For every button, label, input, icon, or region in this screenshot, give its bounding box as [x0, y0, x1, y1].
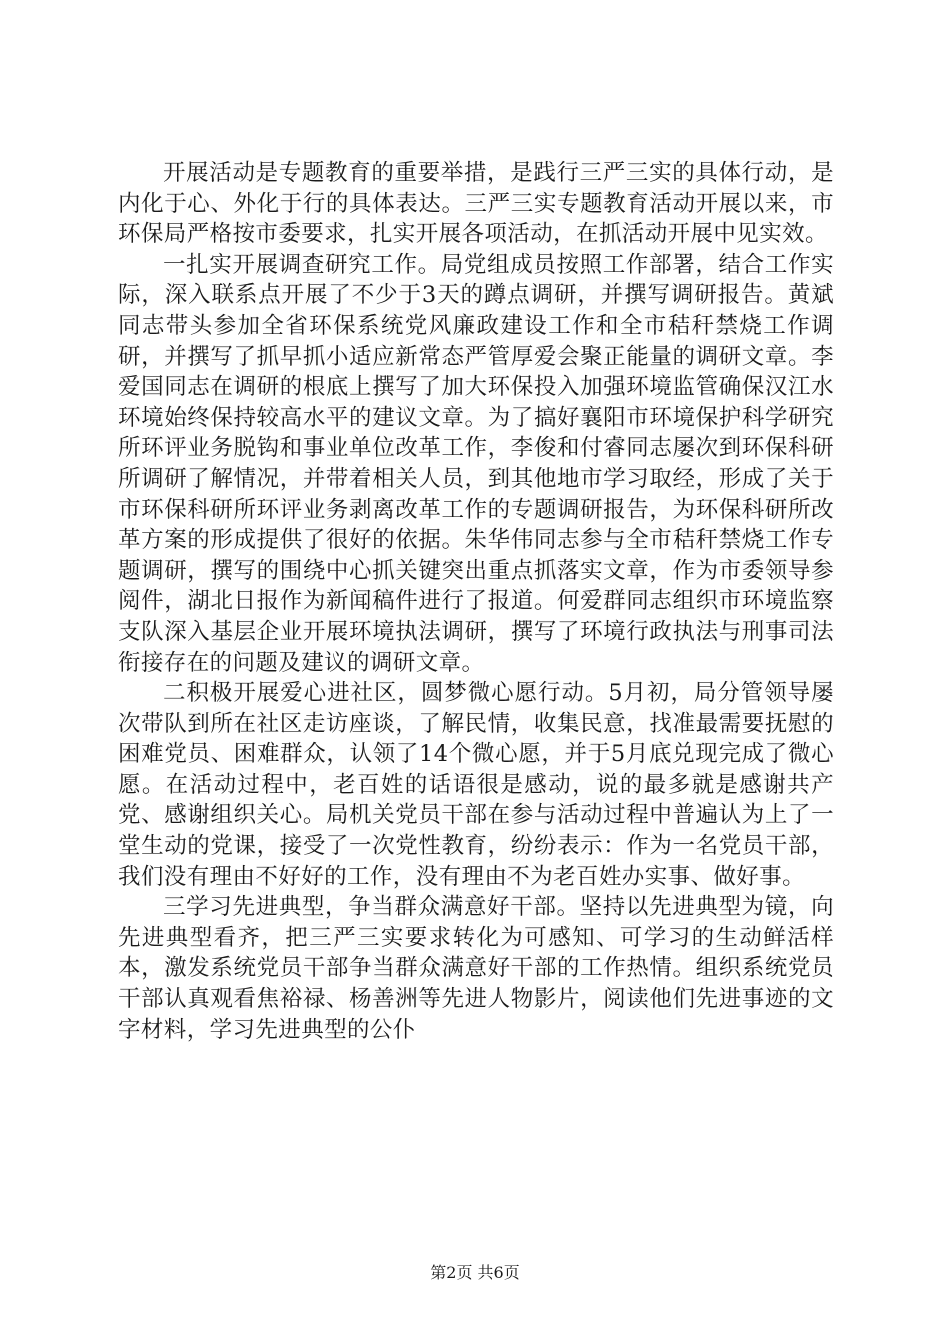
paragraph-research: 一扎实开展调查研究工作。局党组成员按照工作部署，结合工作实际，深入联系点开展了不少于3天的蹲点调研，并撰写调研报告。黄斌同志带头参加全省环保系统党风廉政建设工作和全市秸秆禁烧工作调研，并撰写了抓早抓小适应新常态严管厚爱会聚正能量的调研文章。李爱国同志在调研的根底上撰写了加大环保投入加强环境监管确保汉江水环境始终保持较高水平的建议文章。为了搞好襄阳市环境保护科学研究所环评业务脱钩和事业单位改革工作，李俊和付睿同志屡次到环保科研所调研了解情况，并带着相关人员，到其他地市学习取经，形成了关于市环保科研所环评业务剥离改革工作的专题调研报告，为环保科研所改革方案的形成提供了很好的依据。朱华伟同志参与全市秸秆禁烧工作专题调研，撰写的围绕中心抓关键突出重点抓落实文章，作为市委领导参阅件，湖北日报作为新闻稿件进行了报道。何爱群同志组织市环境监察支队深入基层企业开展环境执法调研，撰写了环境行政执法与刑事司法衔接存在的问题及建议的调研文章。 — [118, 251, 834, 676]
paragraph-community: 二积极开展爱心进社区，圆梦微心愿行动。5月初，局分管领导屡次带队到所在社区走访座谈，了解民情，收集民意，找准最需要抚慰的困难党员、困难群众，认领了14个微心愿，并于5月底兑现完成了微心愿。在活动过程中，老百姓的话语很是感动，说的最多就是感谢共产党、感谢组织关心。局机关党员干部在参与活动过程中普遍认为上了一堂生动的党课，接受了一次党性教育，纷纷表示：作为一名党员干部，我们没有理由不好好的工作，没有理由不为老百姓办实事、做好事。 — [118, 680, 834, 890]
paragraph-role-models: 三学习先进典型，争当群众满意好干部。坚持以先进典型为镜，向先进典型看齐，把三严三实要求转化为可感知、可学习的生动鲜活样本，激发系统党员干部争当群众满意好干部的工作热情。组织系统党员干部认真观看焦裕禄、杨善洲等先进人物影片，阅读他们先进事迹的文字材料，学习先进典型的公仆 — [118, 894, 834, 1043]
paragraph-intro: 开展活动是专题教育的重要举措，是践行三严三实的具体行动，是内化于心、外化于行的具体表达。三严三实专题教育活动开展以来，市环保局严格按市委要求，扎实开展各项活动，在抓活动开展中见实效。 — [118, 160, 834, 248]
document-body — [118, 158, 834, 1045]
page-footer: 第2页 共6页 — [430, 1263, 520, 1282]
